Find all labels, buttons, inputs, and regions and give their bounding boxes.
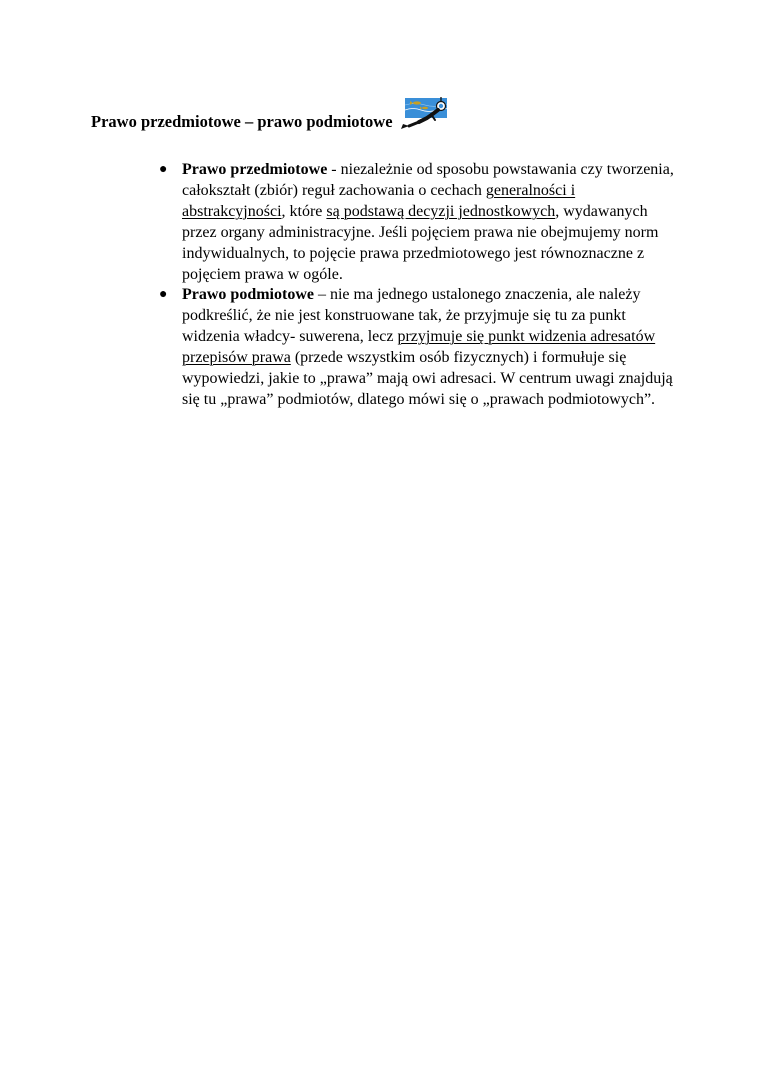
list-item <box>159 285 682 410</box>
document-heading: Prawo przedmiotowe – prawo podmiotowe <box>91 112 393 131</box>
definition-text: - niezależnie od sposobu powstawania czy tworzenia, całokształt (zbiór) reguł zachowania o cechach <box>182 161 674 199</box>
heading-row <box>91 98 449 132</box>
scuba-diver-icon <box>397 96 449 130</box>
bullet-icon: ● <box>159 162 168 177</box>
term-prawo-podmiotowe: Prawo podmiotowe <box>182 286 314 304</box>
term-prawo-przedmiotowe: Prawo przedmiotowe <box>182 161 328 178</box>
definition-text: – nie ma jednego ustalonego znaczenia, ale należy podkreślić, że nie jest konstruowane tak, że przyjmuje się tu za punkt widzenia władcy- suwerena, lecz <box>182 286 641 346</box>
definition-text: (przede wszystkim osób fizycznych) i formułuje się wypowiedzi, jakie to „prawa” mają owi adresaci. W centrum uwagi znajdują się tu „prawa” podmiotów, dlatego mówi się o „prawach podmiotowych”. <box>182 349 673 408</box>
underlined-phrase: przyjmuje się punkt widzenia adresatów przepisów prawa <box>182 328 656 367</box>
definition-text: , wydawanych przez organy administracyjne. Jeśli pojęciem prawa nie obejmujemy norm indywidualnych, to pojęcie prawa przedmiotowego jest równoznaczne z pojęciem prawa w ogóle. <box>182 202 659 283</box>
underlined-phrase: są podstawą decyzji jednostkowych <box>326 202 556 220</box>
definition-text: , które <box>281 202 327 220</box>
bullet-list <box>159 160 682 411</box>
list-item <box>159 160 682 285</box>
underlined-phrase: generalności i abstrakcyjności <box>182 181 576 220</box>
bullet-icon: ● <box>159 287 168 303</box>
